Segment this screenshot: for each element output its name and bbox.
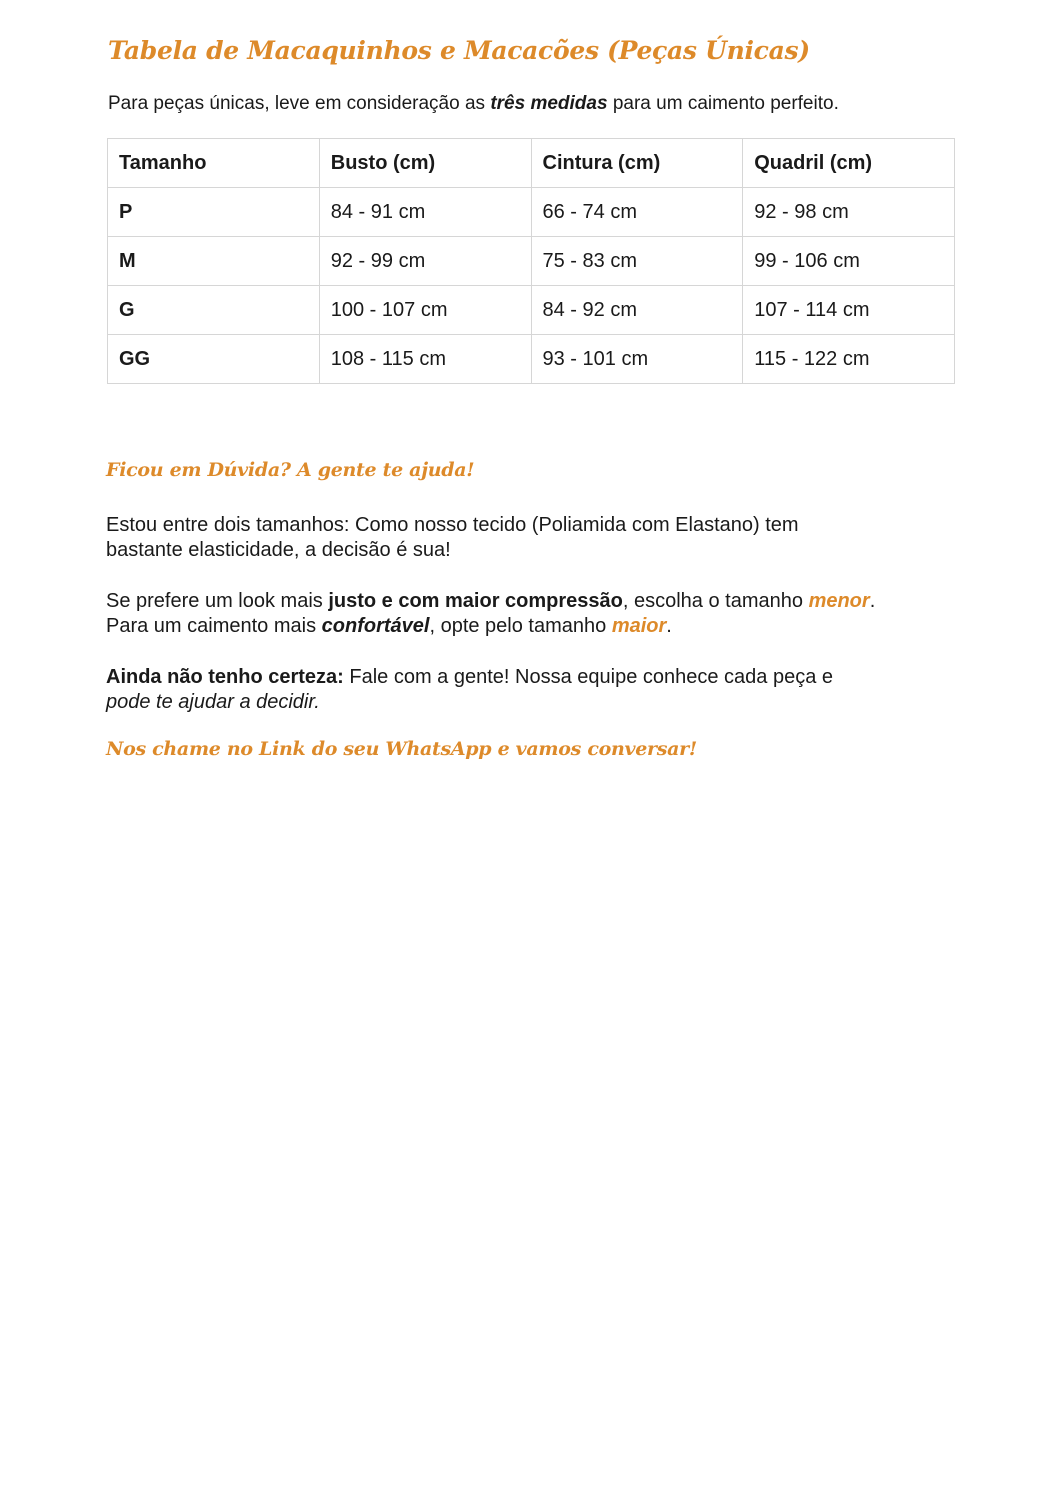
cell-bust: 84 - 91 cm (319, 188, 531, 237)
table-row (108, 286, 955, 335)
help-p1-line1: Estou entre dois tamanhos: Como nosso tecido (Poliamida com Elastano) tem (106, 514, 799, 536)
intro-text-end: para um caimento perfeito. (607, 93, 839, 114)
cell-size: GG (108, 335, 320, 384)
cell-size: G (108, 286, 320, 335)
table-row (108, 335, 955, 384)
help-p2-text: , escolha o tamanho (622, 590, 809, 612)
help-p3-italic: pode te ajudar a decidir. (106, 691, 320, 713)
cell-hip: 115 - 122 cm (743, 335, 955, 384)
cell-size: P (108, 188, 320, 237)
header-hip: Quadril (cm) (743, 139, 955, 188)
cell-bust: 100 - 107 cm (319, 286, 531, 335)
cell-bust: 108 - 115 cm (319, 335, 531, 384)
cell-waist: 84 - 92 cm (531, 286, 743, 335)
cell-hip: 99 - 106 cm (743, 237, 955, 286)
size-table (107, 138, 955, 384)
whatsapp-call-to-action: Nos chame no Link do seu WhatsApp e vamos conversar! (106, 738, 697, 760)
help-p2-text: Para um caimento mais (106, 615, 322, 637)
cell-hip: 107 - 114 cm (743, 286, 955, 335)
page-title: Tabela de Macaquinhos e Macacões (Peças Únicas) (108, 36, 810, 65)
header-waist: Cintura (cm) (531, 139, 743, 188)
help-p2-text: . (666, 615, 672, 637)
header-size: Tamanho (108, 139, 320, 188)
accent-larger: maior (611, 615, 667, 637)
intro-text-start: Para peças únicas, leve em consideração as (108, 93, 491, 114)
help-p2-bold-tight: justo e com maior compressão (328, 590, 623, 612)
header-bust: Busto (cm) (319, 139, 531, 188)
cell-size: M (108, 237, 320, 286)
accent-smaller: menor (808, 590, 870, 612)
cell-waist: 93 - 101 cm (531, 335, 743, 384)
help-p2-bold-comfortable: confortável (321, 615, 430, 637)
help-paragraph-fit-choice (106, 589, 875, 639)
help-subtitle: Ficou em Dúvida? A gente te ajuda! (106, 459, 475, 481)
help-p2-text: , opte pelo tamanho (429, 615, 612, 637)
help-p2-text: . (869, 590, 876, 612)
help-p2-text: Se prefere um look mais (106, 590, 329, 612)
cell-bust: 92 - 99 cm (319, 237, 531, 286)
help-p3-text: Fale com a gente! Nossa equipe conhece cada peça e (343, 666, 834, 688)
help-p3-bold: Ainda não tenho certeza: (106, 666, 344, 688)
intro-text (108, 93, 839, 115)
cell-waist: 75 - 83 cm (531, 237, 743, 286)
table-row (108, 188, 955, 237)
help-paragraph-contact (106, 665, 833, 715)
table-row (108, 237, 955, 286)
intro-emphasis: três medidas (490, 93, 608, 114)
cell-waist: 66 - 74 cm (531, 188, 743, 237)
help-p1-line2: bastante elasticidade, a decisão é sua! (106, 539, 451, 561)
help-paragraph-between-sizes (106, 513, 799, 563)
cell-hip: 92 - 98 cm (743, 188, 955, 237)
table-header-row (108, 139, 955, 188)
